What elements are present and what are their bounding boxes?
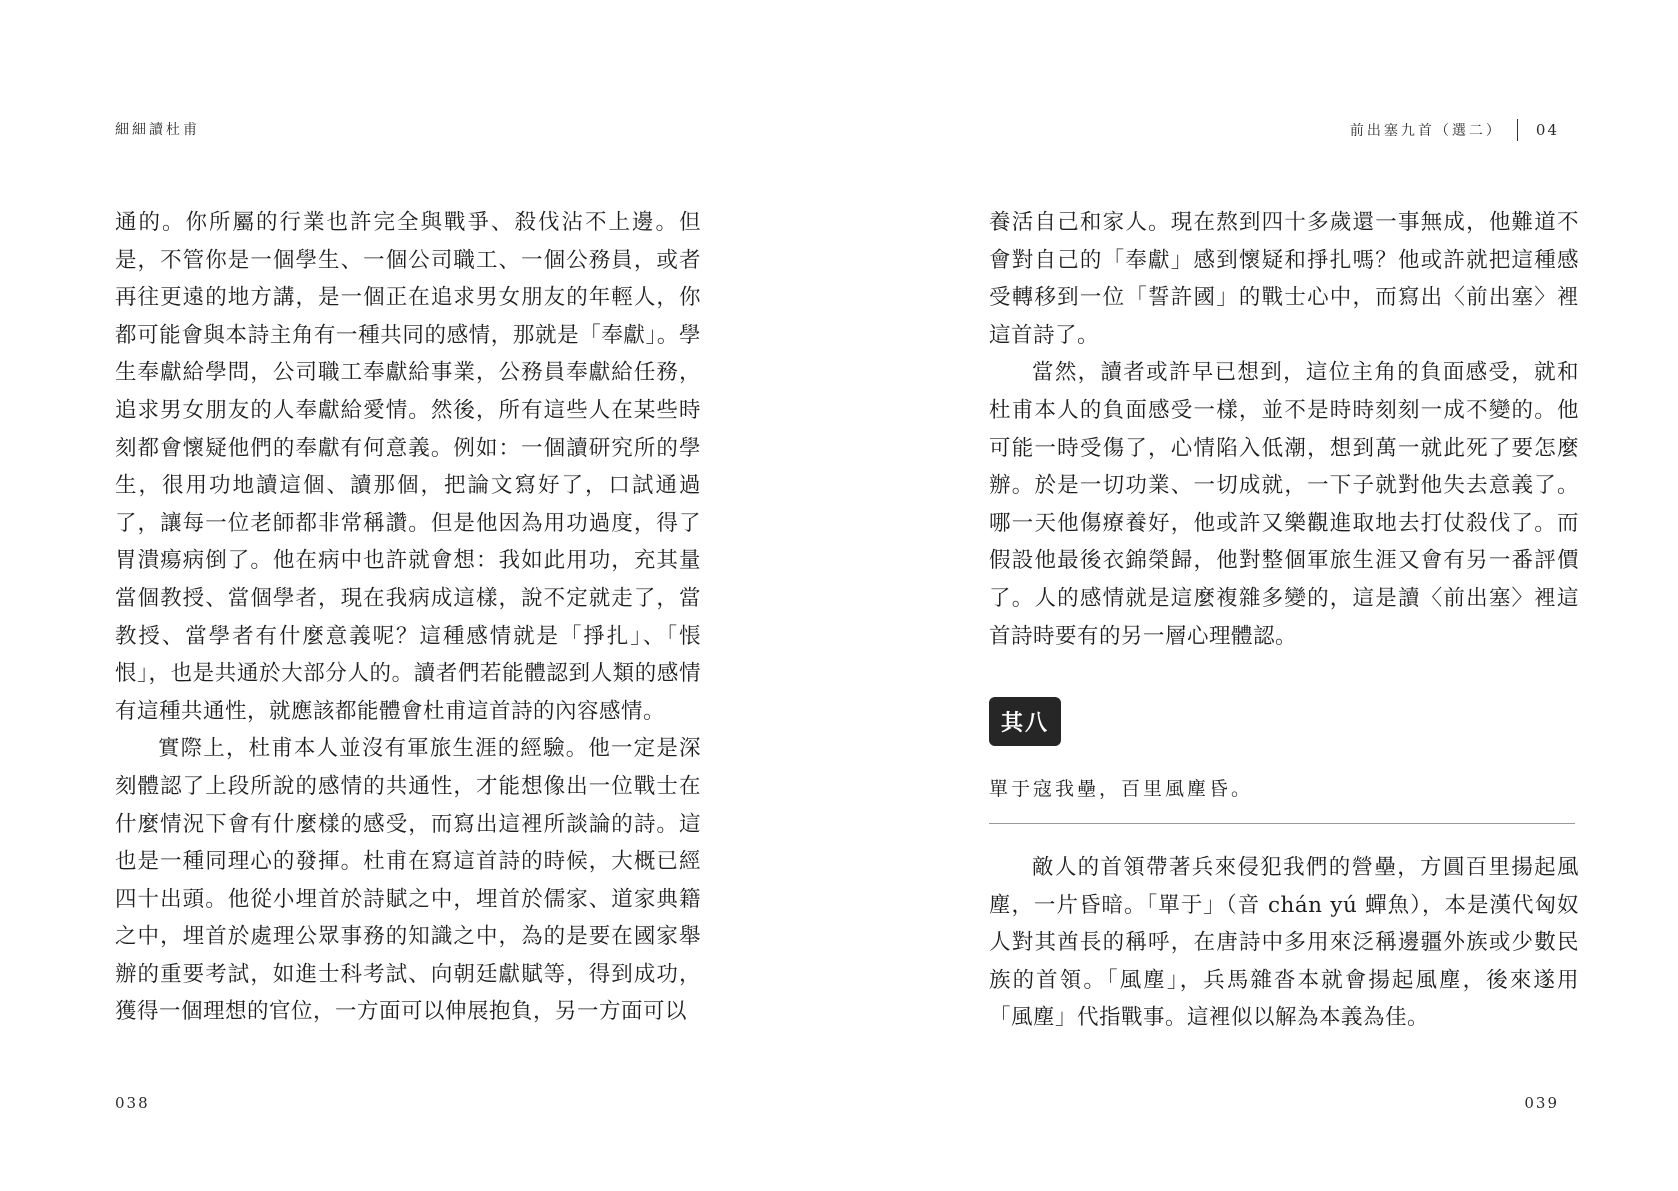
section-heading: 其八 <box>989 697 1061 746</box>
poem-verse: 單于寇我壘，百里風塵昏。 <box>989 778 1254 800</box>
verse-commentary: 敵人的首領帶著兵來侵犯我們的營壘，方圓百里揚起風塵，一片昏暗。「單于」（音 chán yú 蟬魚），本是漢代匈奴人對其酋長的稱呼，在唐詩中多用來泛稱邊疆外族或少數民族的首領。「風塵」，兵馬雜沓本就會揚起風塵，後來遂用「風塵」代指戰事。這裡似以解為本義為佳。 <box>989 855 1579 1031</box>
paragraph: 養活自己和家人。現在熬到四十多歲還一事無成，他難道不會對自己的「奉獻」感到懷疑和掙扎嗎？他或許就把這種感受轉移到一位「誓許國」的戰士心中，而寫出〈前出塞〉裡這首詩了。 <box>989 210 1579 348</box>
running-head-chapter <box>1350 119 1559 141</box>
running-head-book-title: 細細讀杜甫 <box>115 122 200 138</box>
divider-rule <box>989 823 1575 824</box>
left-body-text <box>115 204 701 1031</box>
chapter-title: 前出塞九首（選二） <box>1349 123 1503 139</box>
header-divider <box>1517 119 1518 141</box>
page-number: 038 <box>115 1094 150 1112</box>
paragraph: 當然，讀者或許早已想到，這位主角的負面感受，就和杜甫本人的負面感受一樣，並不是時時刻刻一成不變的。他可能一時受傷了，心情陷入低潮，想到萬一就此死了要怎麼辦。於是一切功業、一切成就，一下子就對他失去意義了。哪一天他傷療養好，他或許又樂觀進取地去打仗殺伐了。而假設他最後衣錦榮歸，他對整個軍旅生涯又會有另一番評價了。人的感情就是這麼複雜多變的，這是讀〈前出塞〉裡這首詩時要有的另一層心理體認。 <box>989 360 1579 649</box>
right-page <box>839 0 1678 1191</box>
right-body-text <box>989 204 1579 655</box>
page-number: 039 <box>1524 1094 1559 1112</box>
paragraph: 通的。你所屬的行業也許完全與戰爭、殺伐沾不上邊。但是，不管你是一個學生、一個公司職工、一個公務員，或者再往更遠的地方講，是一個正在追求男女朋友的年輕人，你都可能會與本詩主角有一種共同的感情，那就是「奉獻」。學生奉獻給學問，公司職工奉獻給事業，公務員奉獻給任務，追求男女朋友的人奉獻給愛情。然後，所有這些人在某些時刻都會懷疑他們的奉獻有何意義。例如：一個讀研究所的學生，很用功地讀這個、讀那個，把論文寫好了，口試通過了，讓每一位老師都非常稱讚。但是他因為用功過度，得了胃潰瘍病倒了。他在病中也許就會想：我如此用功，充其量當個教授、當個學者，現在我病成這樣，說不定就走了，當教授、當學者有什麼意義呢？這種感情就是「掙扎」、「悵恨」，也是共通於大部分人的。讀者們若能體認到人類的感情有這種共通性，就應該都能體會杜甫這首詩的內容感情。 <box>115 210 701 724</box>
paragraph: 實際上，杜甫本人並沒有軍旅生涯的經驗。他一定是深刻體認了上段所說的感情的共通性，才能想像出一位戰士在什麼情況下會有什麼樣的感受，而寫出這裡所談論的詩。這也是一種同理心的發揮。杜甫在寫這首詩的時候，大概已經四十出頭。他從小埋首於詩賦之中，埋首於儒家、道家典籍之中，埋首於處理公眾事務的知識之中，為的是要在國家舉辦的重要考試，如進士科考試、向朝廷獻賦等，得到成功，獲得一個理想的官位，一方面可以伸展抱負，另一方面可以 <box>115 736 701 1025</box>
chapter-number: 04 <box>1535 121 1559 139</box>
